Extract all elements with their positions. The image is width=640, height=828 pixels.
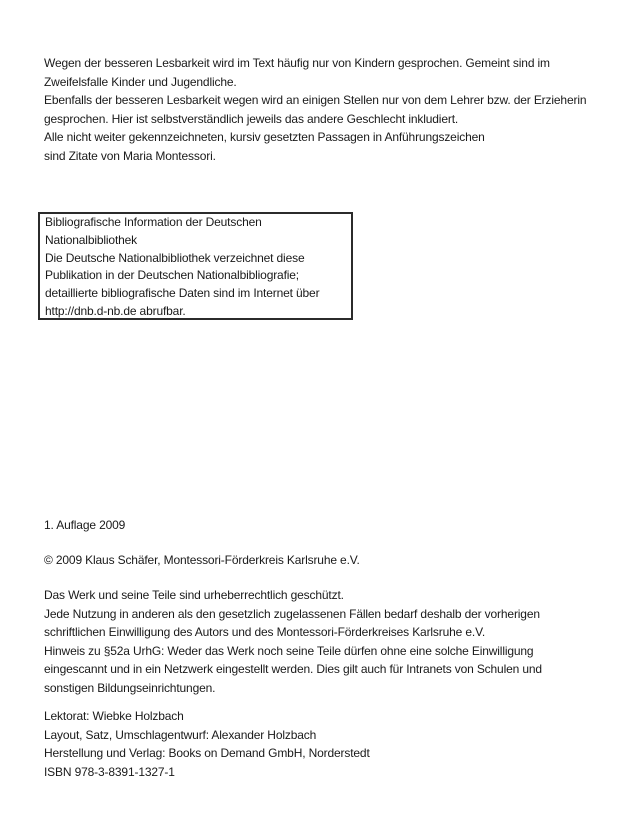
rights-notice-line: Jede Nutzung in anderen als den gesetzlich zugelassenen Fällen bedarf deshalb der vorherigen bbox=[44, 606, 540, 621]
bibliographic-info-line: detaillierte bibliografische Daten sind im Internet über bbox=[45, 286, 320, 301]
production-credits bbox=[44, 707, 370, 781]
readability-note-line: Ebenfalls der besseren Lesbarkeit wegen wird an einigen Stellen nur von dem Lehrer bzw. der Erzieherin bbox=[44, 93, 587, 107]
layout-credit: Layout, Satz, Umschlagentwurf: Alexander Holzbach bbox=[44, 727, 317, 742]
rights-notice-line: Hinweis zu §52a UrhG: Weder das Werk noch seine Teile dürfen ohne eine solche Einwilligung bbox=[44, 643, 534, 658]
editor-credit: Lektorat: Wiebke Holzbach bbox=[44, 709, 184, 723]
readability-note bbox=[44, 54, 586, 165]
isbn: ISBN 978-3-8391-1327-1 bbox=[44, 764, 175, 779]
edition-note bbox=[44, 516, 125, 535]
bibliographic-info-line: Nationalbibliothek bbox=[45, 232, 138, 247]
rights-notice-line: sonstigen Bildungseinrichtungen. bbox=[44, 680, 216, 695]
bibliographic-info-line: Die Deutsche Nationalbibliothek verzeichnet diese bbox=[45, 250, 305, 265]
bibliographic-info-line: Publikation in der Deutschen Nationalbibliografie; bbox=[45, 268, 299, 283]
readability-note-line: Wegen der besseren Lesbarkeit wird im Text häufig nur von Kindern gesprochen. Gemeint sind im bbox=[44, 56, 550, 70]
rights-notice-line: Das Werk und seine Teile sind urheberrechtlich geschützt. bbox=[44, 588, 344, 602]
rights-notice bbox=[44, 586, 542, 697]
readability-note-line: Alle nicht weiter gekennzeichneten, kursiv gesetzten Passagen in Anführungszeichen bbox=[44, 130, 485, 144]
readability-note-line: sind Zitate von Maria Montessori. bbox=[44, 148, 216, 163]
rights-notice-line: schriftlichen Einwilligung des Autors und des Montessori-Förderkreises Karlsruhe e.V. bbox=[44, 625, 486, 639]
readability-note-line: Zweifelsfalle Kinder und Jugendliche. bbox=[44, 74, 237, 89]
copyright-text: © 2009 Klaus Schäfer, Montessori-Förderkreis Karlsruhe e.V. bbox=[44, 553, 360, 567]
bibliographic-information-box bbox=[38, 212, 353, 320]
edition-text: 1. Auflage 2009 bbox=[44, 518, 126, 532]
publisher-credit: Herstellung und Verlag: Books on Demand GmbH, Norderstedt bbox=[44, 746, 370, 760]
bibliographic-info-url-line: http://dnb.d-nb.de abrufbar. bbox=[45, 303, 186, 318]
readability-note-line: gesprochen. Hier ist selbstverständlich jeweils das andere Geschlecht inkludiert. bbox=[44, 111, 459, 126]
copyright-note bbox=[44, 551, 360, 570]
rights-notice-line: eingescannt und in ein Netzwerk eingestellt werden. Dies gilt auch für Intranets von Schulen und bbox=[44, 662, 542, 676]
bibliographic-info-line: Bibliografische Information der Deutschen bbox=[45, 215, 262, 229]
